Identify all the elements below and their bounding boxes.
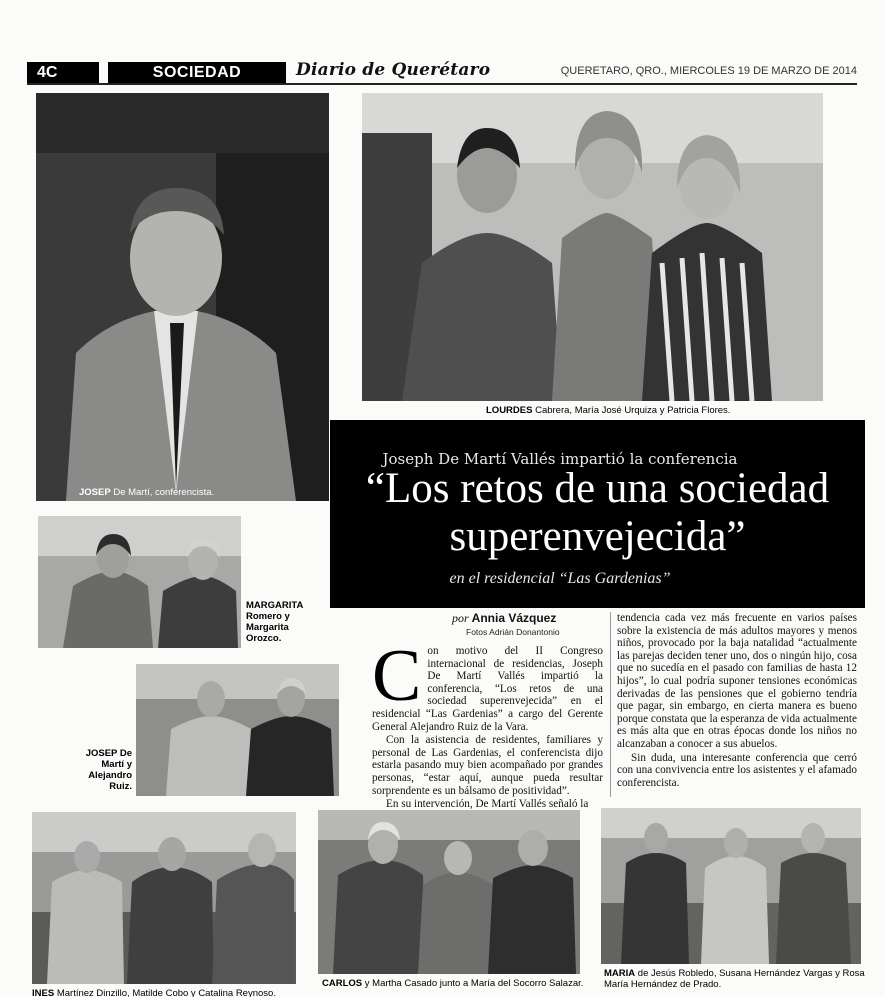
article-column-1 <box>372 635 603 812</box>
dateline: QUERETARO, QRO., MIERCOLES 19 DE MARZO DE 2014 <box>560 65 857 77</box>
photo-josep-alejandro <box>136 664 339 796</box>
photo-ines <box>32 812 296 984</box>
caption-josep-alejandro: JOSEP De Martí y Alejandro Ruiz. <box>85 748 132 792</box>
caption-three-women: LOURDES Cabrera, María José Urquiza y Patricia Flores. <box>486 405 731 416</box>
article-paragraph: on motivo del II Congreso internacional de residencias, Joseph De Martí Vallés impartió la conferencia, “Los retos de una sociedad superenvejecida” en el residencial “Las Gardenias” a cargo del Gerente General Alejandro Ruiz de la Vara. <box>372 645 603 733</box>
photo-three-women <box>362 93 823 401</box>
headline-line-1: “Los retos de una sociedad <box>365 465 830 512</box>
photo-margarita <box>38 516 241 648</box>
header-rule <box>27 83 857 85</box>
photo-maria <box>601 808 861 964</box>
article-paragraph: Con la asistencia de residentes, familiares y personal de Las Gardenias, el conferencista dijo estarla pasando muy bien acompañado por grandes personas, “estar aquí, aunque pueda resultar sorprendente es un bálsamo de positividad”. <box>372 734 603 797</box>
article-column-2 <box>617 612 857 790</box>
caption-margarita: MARGARITA Romero y Margarita Orozco. <box>246 600 304 644</box>
headline-kicker: Joseph De Martí Vallés impartió la conferencia <box>382 450 738 468</box>
photo-credit: Fotos Adrián Donantonio <box>466 627 560 637</box>
photo-carlos <box>318 810 580 974</box>
column-rule <box>610 612 611 797</box>
caption-josep: JOSEP De Martí, conferencista. <box>79 487 215 498</box>
article-paragraph: Sin duda, una interesante conferencia que cerró con una convivencia entre los asistentes y el afamado conferencista. <box>617 751 857 789</box>
headline <box>330 465 865 561</box>
headline-subhead: en el residencial “Las Gardenias” <box>449 570 671 587</box>
section-label: SOCIEDAD <box>108 62 286 84</box>
dropcap: C <box>372 635 422 717</box>
caption-ines: INES Martínez Dinzillo, Matilde Cobo y Catalina Reynoso. <box>32 988 276 997</box>
byline-by: por <box>452 611 469 625</box>
photo-josep-portrait <box>36 93 329 501</box>
article-paragraph: tendencia cada vez más frecuente en varios países sobre la existencia de más adultos mayores y menos niños, provocado por la baja natalidad “actualmente las parejas deciden tener uno, dos o ningún hijo, cosa que no sucedía en el pasado con familias de hasta 12 hijos”, lo cual podría suponer tensiones económicas derivadas de las pensiones que el gobierno tendría que pagar, sin embargo, en cierta manera es bueno porque constata que la esperanza de vida actualmente es más alta que en otras épocas donde los niños no alcanzaban a conocer a sus abuelos. <box>617 612 857 750</box>
byline-author: Annia Vázquez <box>471 611 557 625</box>
caption-carlos: CARLOS y Martha Casado junto a María del Socorro Salazar. <box>322 978 584 989</box>
headline-line-2: superenvejecida” <box>449 513 746 560</box>
article-paragraph: En su intervención, De Martí Vallés señaló la <box>386 798 589 811</box>
byline <box>452 611 556 626</box>
masthead: Diario de Querétaro <box>296 60 491 80</box>
page-number: 4C <box>27 62 99 84</box>
caption-maria: MARIA de Jesús Robledo, Susana Hernández Vargas y Rosa María Hernández de Prado. <box>604 968 865 990</box>
